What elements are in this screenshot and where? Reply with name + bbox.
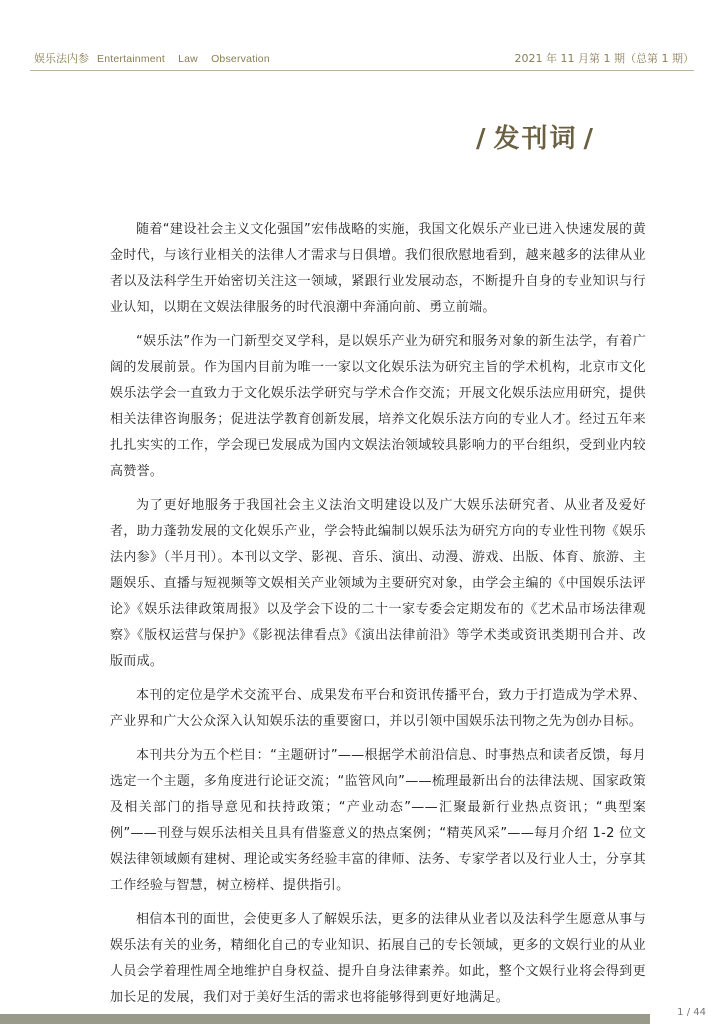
title-text: 发刊词 <box>493 124 578 154</box>
title-right-slash: / <box>583 124 596 154</box>
paragraph-4: 本刊的定位是学术交流平台、成果发布平台和资讯传播平台，致力于打造成为学术界、产业界和广大公众深入认知娱乐法的重要窗口，并以引领中国娱乐法刊物之先为创办目标。 <box>110 688 646 729</box>
page-number: 1 / 44 <box>677 1007 706 1018</box>
page-title <box>470 118 601 155</box>
page-header <box>34 50 694 66</box>
footer-bar <box>0 1014 650 1024</box>
header-divider <box>30 70 694 71</box>
article-body <box>110 217 646 1019</box>
header-brand-cn: 娱乐法内参 <box>34 52 89 65</box>
paragraph-6: 相信本刊的面世，会使更多人了解娱乐法，更多的法律从业者以及法科学生愿意从事与娱乐法有关的业务，精细化自己的专业知识、拓展自己的专长领域，更多的文娱行业的从业人员会学着理性周全地维护自身权益、提升自身法律素养。如此，整个文娱行业将会得到更加长足的发展，我们对于美好生活的需求也将能够得到更好地满足。 <box>110 912 646 1005</box>
paragraph-3: 为了更好地服务于我国社会主义法治文明建设以及广大娱乐法研究者、从业者及爱好者，助力蓬勃发展的文化娱乐产业，学会特此编制以娱乐法为研究方向的专业性刊物《娱乐法内参》（半月刊）。本刊以文学、影视、音乐、演出、动漫、游戏、出版、体育、旅游、主题娱乐、直播与短视频等文娱相关产业领域为主要研究对象，由学会主编的《中国娱乐法评论》《娱乐法律政策周报》以及学会下设的二十一家专委会定期发布的《艺术品市场法律观察》《版权运营与保护》《影视法律看点》《演出法律前沿》等学术类或资讯类期刊合并、改版而成。 <box>110 498 646 669</box>
header-brand-en: Entertainment Law Observation <box>97 53 270 65</box>
header-issue-info: 2021 年 11 月第 1 期（总第 1 期） <box>514 52 694 65</box>
paragraph-1: 随着“建设社会主义文化强国”宏伟战略的实施，我国文化娱乐产业已进入快速发展的黄金时代，与该行业相关的法律人才需求与日俱增。我们很欣慰地看到，越来越多的法律从业者以及法科学生开始密切关注这一领域，紧跟行业发展动态，不断提升自身的专业知识与行业认知，以期在文娱法律服务的时代浪潮中奔涌向前、勇立前端。 <box>110 222 646 315</box>
paragraph-5: 本刊共分为五个栏目：“主题研讨”——根据学术前沿信息、时事热点和读者反馈，每月选定一个主题，多角度进行论证交流；“监管风向”——梳理最新出台的法律法规、国家政策及相关部门的指导意见和扶持政策；“产业动态”——汇聚最新行业热点资讯；“典型案例”——刊登与娱乐法相关且具有借鉴意义的热点案例；“精英风采”——每月介绍 1-2 位文娱法律领域颇有建树、理论或实务经验丰富的律师、法务、专家学者以及行业人士，分享其工作经验与智慧，树立榜样、提供指引。 <box>110 748 646 893</box>
header-brand <box>34 50 270 66</box>
paragraph-2: “娱乐法”作为一门新型交叉学科，是以娱乐产业为研究和服务对象的新生法学，有着广阔的发展前景。作为国内目前为唯一一家以文化娱乐法为研究主旨的学术机构，北京市文化娱乐法学会一直致力于文化娱乐法学研究与学术合作交流；开展文化娱乐法应用研究，提供相关法律咨询服务；促进法学教育创新发展，培养文化娱乐法方向的专业人才。经过五年来扎扎实实的工作，学会现已发展成为国内文娱法治领域较具影响力的平台组织，受到业内较高赞誉。 <box>110 334 646 479</box>
title-left-slash: / <box>476 124 488 154</box>
